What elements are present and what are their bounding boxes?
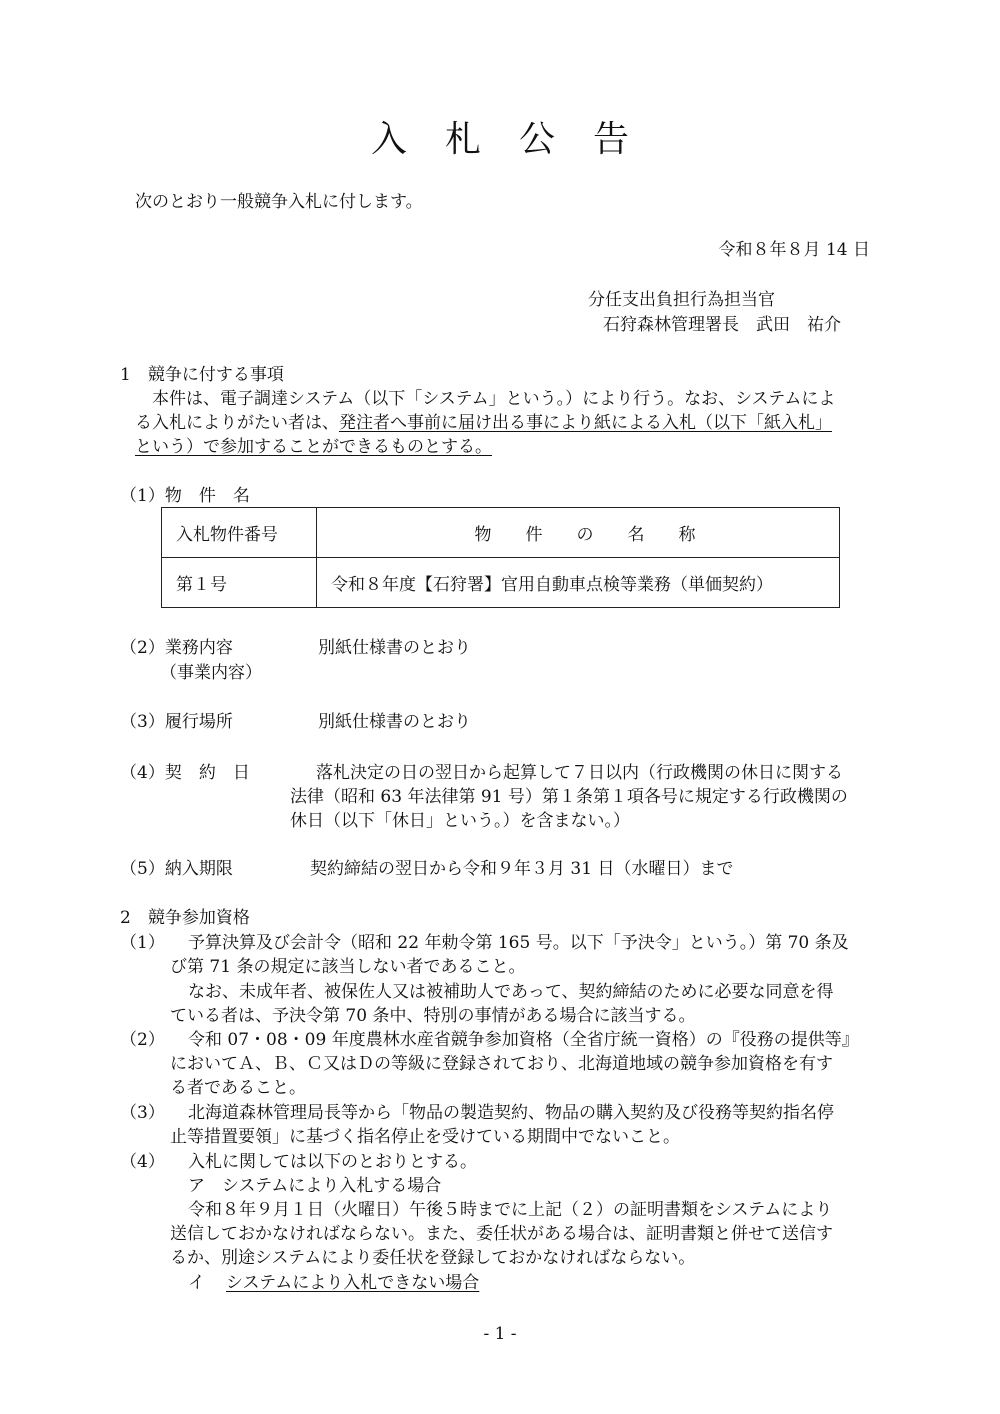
- s2-item-2-line3: る者であること。: [170, 1078, 306, 1098]
- section-1-para-line3: という）で参加することができるものとする。: [135, 437, 492, 457]
- item-5-label: （5）納入期限: [120, 859, 233, 879]
- page-number: - 1 -: [483, 1324, 517, 1344]
- s2-item-1-line3: なお、未成年者、被保佐人又は被補助人であって、契約締結のために必要な同意を得: [188, 982, 834, 1002]
- table-row: [162, 558, 840, 608]
- item-2-label: （2）業務内容: [120, 638, 233, 658]
- item-4-line1: 落札決定の日の翌日から起算して７日以内（行政機関の休日に関する: [316, 763, 843, 783]
- issuer-name: 石狩森林管理署長 武田 祐介: [603, 315, 841, 335]
- s2-item-2-line1: 令和 07・08・09 年度農林水産省競争参加資格（全省庁統一資格）の『役務の提供等』: [188, 1030, 859, 1050]
- s2-item-4-number: （4）: [120, 1152, 165, 1172]
- table-cell-number: 第１号: [162, 558, 317, 608]
- s2-item-2-number: （2）: [120, 1030, 165, 1050]
- section-1-para-line2: [135, 411, 832, 435]
- s2-item-2-line2: においてＡ、Ｂ、Ｃ又はＤの等級に登録されており、北海道地域の競争参加資格を有す: [170, 1054, 833, 1074]
- s2-item-4-a-label: ア システムにより入札する場合: [188, 1176, 442, 1196]
- s2-item-4-b-label: [188, 1271, 479, 1295]
- s2-item-3-number: （3）: [120, 1103, 165, 1123]
- item-1-label: （1）物 件 名: [120, 486, 250, 506]
- s2-item-1-line4: ている者は、予決令第 70 条中、特別の事情がある場合に該当する。: [170, 1006, 696, 1026]
- item-4-line2: 法律（昭和 63 年法律第 91 号）第１条第１項各号に規定する行政機関の: [290, 787, 848, 807]
- s2-item-1-line1: 予算決算及び会計令（昭和 22 年勅令第 165 号。以下「予決令」という。）第 70 条及: [188, 933, 849, 953]
- s2-item-4-a-line1: 令和８年９月１日（火曜日）午後５時までに上記（２）の証明書類をシステムにより: [188, 1200, 833, 1220]
- item-4-label: （4）契 約 日: [120, 763, 250, 783]
- s2-item-3-line1: 北海道森林管理局長等から「物品の製造契約、物品の購入契約及び役務等契約指名停: [188, 1103, 834, 1123]
- s2-item-4-line1: 入札に関しては以下のとおりとする。: [188, 1152, 477, 1172]
- table-header-name: 物件の名称: [317, 508, 840, 558]
- page-title: 入札公告: [370, 119, 667, 160]
- item-table: [161, 507, 840, 608]
- s2-item-1-line2: び第 71 条の規定に該当しない者であること。: [170, 957, 526, 977]
- item-3-value: 別紙仕様書のとおり: [318, 712, 471, 732]
- section-1-para-line1: 本件は、電子調達システム（以下「システム」という。）により行う。なお、システムによ: [152, 389, 836, 409]
- issuer-role: 分任支出負担行為担当官: [588, 290, 775, 310]
- s2-item-4-a-line3: るか、別途システムにより委任状を登録しておかなければならない。: [170, 1248, 696, 1268]
- section-2-heading: 2 競争参加資格: [120, 908, 250, 928]
- s2-item-1-number: （1）: [120, 933, 165, 953]
- table-cell-name: 令和８年度【石狩署】官用自動車点検等業務（単価契約）: [317, 558, 840, 608]
- table-header-row: [162, 508, 840, 558]
- notice-date: 令和８年８月 14 日: [718, 240, 870, 260]
- item-3-label: （3）履行場所: [120, 712, 233, 732]
- item-2-sublabel: （事業内容）: [160, 663, 262, 683]
- item-5-value: 契約締結の翌日から令和９年３月 31 日（水曜日）まで: [310, 859, 734, 879]
- s2-item-4-b-text: システムにより入札できない場合: [226, 1273, 480, 1293]
- item-2-value: 別紙仕様書のとおり: [318, 638, 471, 658]
- section-1-heading: 1 競争に付する事項: [120, 365, 284, 385]
- s2-item-4-a-line2: 送信しておかなければならない。また、委任状がある場合は、証明書類と併せて送信す: [170, 1224, 833, 1244]
- s2-item-3-line2: 止等措置要領」に基づく指名停止を受けている期間中でないこと。: [170, 1127, 680, 1147]
- item-4-line3: 休日（以下「休日」という。）を含まない。）: [290, 811, 630, 831]
- s2-item-4-b-kana: イ: [188, 1273, 205, 1293]
- para-line2-underlined: 発注者へ事前に届け出る事により紙による入札（以下「紙入札」: [339, 413, 832, 433]
- table-header-number: 入札物件番号: [162, 508, 317, 558]
- para-line2-plain: る入札によりがたい者は、: [135, 413, 339, 433]
- intro-text: 次のとおり一般競争入札に付します。: [135, 192, 423, 212]
